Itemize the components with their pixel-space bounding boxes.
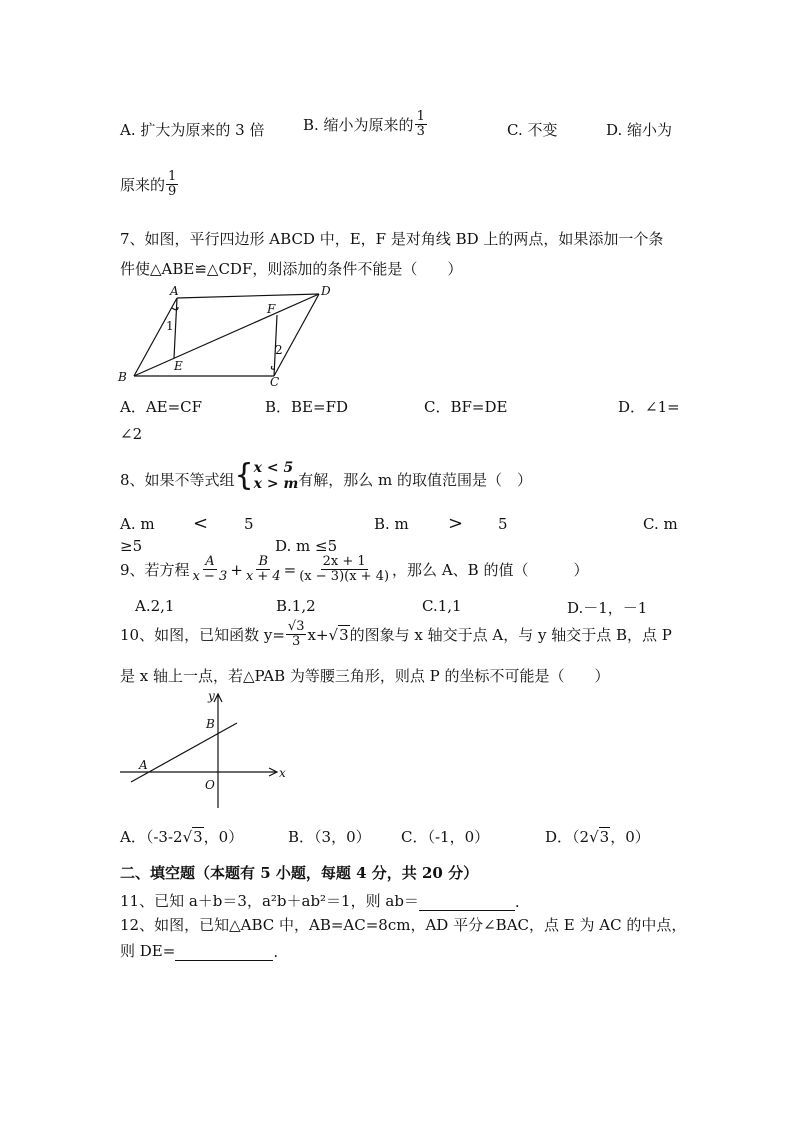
q8-inequality-system (235, 460, 299, 492)
q6-option-d-continuation (120, 170, 179, 199)
q7-option-d: D．∠1= (618, 398, 680, 416)
q6-option-b (303, 110, 428, 139)
label-x: x (279, 766, 286, 780)
q9-plus: + (230, 560, 243, 579)
q9-option-a: A.2,1 (135, 597, 175, 615)
q8-option-d: D. m ≤5 (275, 537, 338, 555)
q9-stem-pre: 9、若方程 (120, 561, 190, 579)
label-b: B (118, 370, 127, 384)
q7-stem-line2: 件使△ABE≌△CDF，则添加的条件不能是（ ） (120, 260, 463, 278)
side-dc (274, 294, 319, 376)
q11-end: . (514, 893, 520, 911)
label-d: D (321, 284, 331, 298)
label-angle-1: 1 (166, 319, 174, 333)
q8-brace: { (234, 458, 254, 493)
q6-option-a: A. 扩大为原来的 3 倍 (120, 121, 265, 139)
label-o: O (205, 778, 215, 792)
side-ab (134, 298, 177, 376)
label-angle-2: 2 (275, 343, 283, 357)
q10-sqrt-value: 3 (339, 626, 349, 644)
label-a: A (170, 284, 179, 298)
q7-parallelogram-figure (112, 282, 342, 386)
q7-option-a: A．AE=CF (120, 398, 203, 416)
label-f: F (267, 302, 276, 316)
q10-sqrt-sign: √ (328, 625, 339, 644)
q8-stem-pre: 8、如果不等式组 (120, 471, 235, 489)
q12-stem-line1: 12、如图，已知△ABC 中，AB=AC=8cm，AD 平分∠BAC，点 E 为 AC 的中点， (120, 916, 687, 934)
q9-option-d: D.－1，－1 (567, 599, 648, 617)
q8-option-a-value: 5 (244, 515, 254, 533)
q6-option-b-text: B. 缩小为原来的 (303, 116, 414, 134)
q8-stem-post: 有解，那么 m 的取值范围是（ ） (298, 471, 533, 489)
label-b: B (206, 717, 215, 731)
q10-stem-pre: 10、如图，已知函数 y= (120, 626, 285, 644)
section-2-heading: 二、填空题（本题有 5 小题，每题 4 分，共 20 分） (120, 864, 479, 882)
q9-equals: = (283, 560, 297, 579)
q8-option-b-value: 5 (498, 515, 508, 533)
label-e: E (174, 359, 183, 373)
q10-option-b: B．（3，0） (288, 828, 371, 846)
q10-option-a: A．（-3-2√3，0） (120, 828, 244, 846)
q8-option-a-label: A. m (120, 515, 155, 533)
q9-fraction-a: $\frac{A}{x - 3}$ (192, 554, 228, 584)
q7-option-b: B．BE=FD (265, 398, 348, 416)
q11-answer-blank[interactable] (419, 894, 515, 911)
q10-stem-post: 的图象与 x 轴交于点 A，与 y 轴交于点 B，点 P (349, 626, 672, 644)
q9-option-b: B.1,2 (276, 597, 316, 615)
q8-stem (120, 460, 532, 492)
q6-option-d: D. 缩小为 (606, 121, 673, 139)
q10-option-c: C．（-1，0） (401, 828, 490, 846)
q6-fraction-one-ninth: $\frac{1}{9}$ (168, 169, 177, 199)
q10-stem-line1 (120, 620, 672, 649)
q10-stem-line2: 是 x 轴上一点，若△PAB 为等腰三角形，则点 P 的坐标不可能是（ ） (120, 667, 610, 685)
q9-stem (120, 555, 588, 584)
label-y: y (208, 689, 215, 703)
q6-fraction-one-third: $\frac{1}{3}$ (416, 109, 425, 139)
label-c: C (270, 375, 280, 386)
q12-answer-blank[interactable] (175, 944, 273, 961)
q8-option-b-label: B. m (374, 515, 409, 533)
q7-option-c: C．BF=DE (424, 398, 508, 416)
q10-graph-figure (115, 686, 295, 810)
side-ad (177, 294, 319, 298)
q11-stem (120, 890, 520, 911)
q8-inequality-2: x > m (253, 476, 299, 492)
q8-option-c: C. m (643, 515, 678, 533)
q10-option-d: D．（2√3，0） (545, 828, 650, 846)
function-line (131, 723, 237, 782)
q7-option-d-continuation: ∠2 (120, 425, 143, 443)
q8-option-b-sign: > (448, 513, 464, 534)
q6-option-c: C. 不变 (507, 121, 558, 139)
q9-stem-post: ，那么 A、B 的值（ ） (392, 561, 589, 579)
q12-end: . (273, 943, 279, 961)
q9-fraction-b: $\frac{B}{x + 4}$ (245, 554, 281, 584)
q11-text: 11、已知 a＋b＝3，a²b＋ab²＝1，则 ab＝ (120, 892, 419, 910)
q12-stem-line2 (120, 940, 278, 961)
q9-fraction-rhs: $\frac{2x + 1}{(x - 3)(x + 4)}$ (299, 554, 390, 584)
q10-x-plus: x+ (307, 625, 329, 644)
label-a: A (139, 758, 148, 772)
q9-option-c: C.1,1 (422, 597, 462, 615)
q6-cont-text: 原来的 (120, 176, 166, 194)
segment-ae (174, 298, 177, 358)
q12-text: 则 DE= (120, 942, 176, 960)
q8-inequality-1: x < 5 (253, 460, 294, 476)
diagonal-bd (134, 294, 319, 376)
q10-fraction: $\frac{√3}{3}$ (287, 619, 305, 649)
q8-option-c-continuation: ≥5 (120, 537, 143, 555)
q7-stem-line1: 7、如图，平行四边形 ABCD 中，E，F 是对角线 BD 上的两点，如果添加一个条 (120, 230, 664, 248)
q8-option-a-sign: < (193, 513, 209, 534)
